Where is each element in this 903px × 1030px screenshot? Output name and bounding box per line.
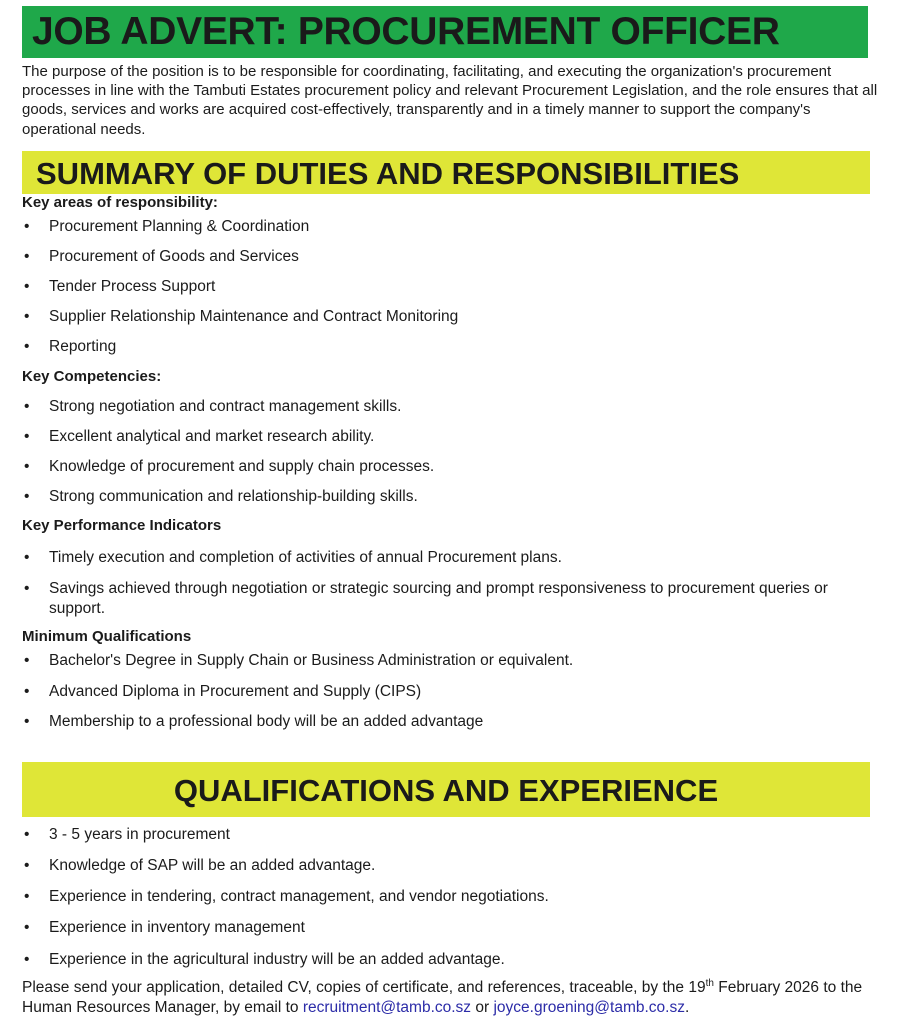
footer-connector: or <box>471 999 494 1016</box>
competency-item: • Strong communication and relationship-building skills. <box>22 487 888 507</box>
qualification-item: • Knowledge of SAP will be an added advantage. <box>22 856 888 876</box>
min-quals-label: Minimum Qualifications <box>22 628 192 645</box>
footer-text-mid: February 2026 to the Human Resources Manager, by email to <box>22 979 863 1016</box>
application-instructions <box>22 978 882 1018</box>
qualification-item: • Experience in tendering, contract management, and vendor negotiations. <box>22 887 888 907</box>
min-qual-item: • Bachelor's Degree in Supply Chain or Business Administration or equivalent. <box>22 651 888 671</box>
qualifications-heading: QUALIFICATIONS AND EXPERIENCE <box>22 762 870 817</box>
date-suffix: th <box>705 977 714 989</box>
competency-item: • Knowledge of procurement and supply chain processes. <box>22 457 888 477</box>
min-qual-item: • Advanced Diploma in Procurement and Supply (CIPS) <box>22 682 888 702</box>
summary-heading: SUMMARY OF DUTIES AND RESPONSIBILITIES <box>22 151 870 194</box>
min-qual-item: • Membership to a professional body will be an added advantage <box>22 712 888 732</box>
key-area-item: • Procurement of Goods and Services <box>22 247 888 267</box>
page-title: JOB ADVERT: PROCUREMENT OFFICER <box>22 6 868 58</box>
footer-end: . <box>684 999 690 1016</box>
qualification-item: • Experience in the agricultural industry will be an added advantage. <box>22 950 888 970</box>
kpi-label: Key Performance Indicators <box>22 517 222 534</box>
key-area-item: • Tender Process Support <box>22 277 888 297</box>
email-joyce-link[interactable]: joyce.groening@tamb.co.sz <box>493 999 685 1016</box>
competency-item: • Excellent analytical and market research ability. <box>22 427 888 447</box>
kpi-item: • Savings achieved through negotiation or strategic sourcing and prompt responsiveness to procurement queries or support. <box>22 579 888 618</box>
key-area-item: • Reporting <box>22 337 888 357</box>
kpi-item: • Timely execution and completion of activities of annual Procurement plans. <box>22 548 888 568</box>
qualification-item: • 3 - 5 years in procurement <box>22 825 888 845</box>
intro-paragraph: The purpose of the position is to be responsible for coordinating, facilitating, and executing the organization's procurement processes in line with the Tambuti Estates procurement policy and relevant Procurement Legislation, and the role ensures that all goods, services and works are acquired cost-effectively, transparently and in a timely manner to support the company's operational needs. <box>22 63 878 138</box>
footer-text-before: Please send your application, detailed CV, copies of certificate, and references, traceable, by the 19 <box>22 979 706 996</box>
key-areas-label: Key areas of responsibility: <box>22 194 218 211</box>
qualification-item: • Experience in inventory management <box>22 918 888 938</box>
key-area-item: • Supplier Relationship Maintenance and Contract Monitoring <box>22 307 888 327</box>
competency-item: • Strong negotiation and contract management skills. <box>22 397 888 417</box>
email-recruitment-link[interactable]: recruitment@tamb.co.sz <box>302 999 472 1016</box>
competencies-label: Key Competencies: <box>22 368 162 385</box>
key-area-item: • Procurement Planning & Coordination <box>22 217 888 237</box>
